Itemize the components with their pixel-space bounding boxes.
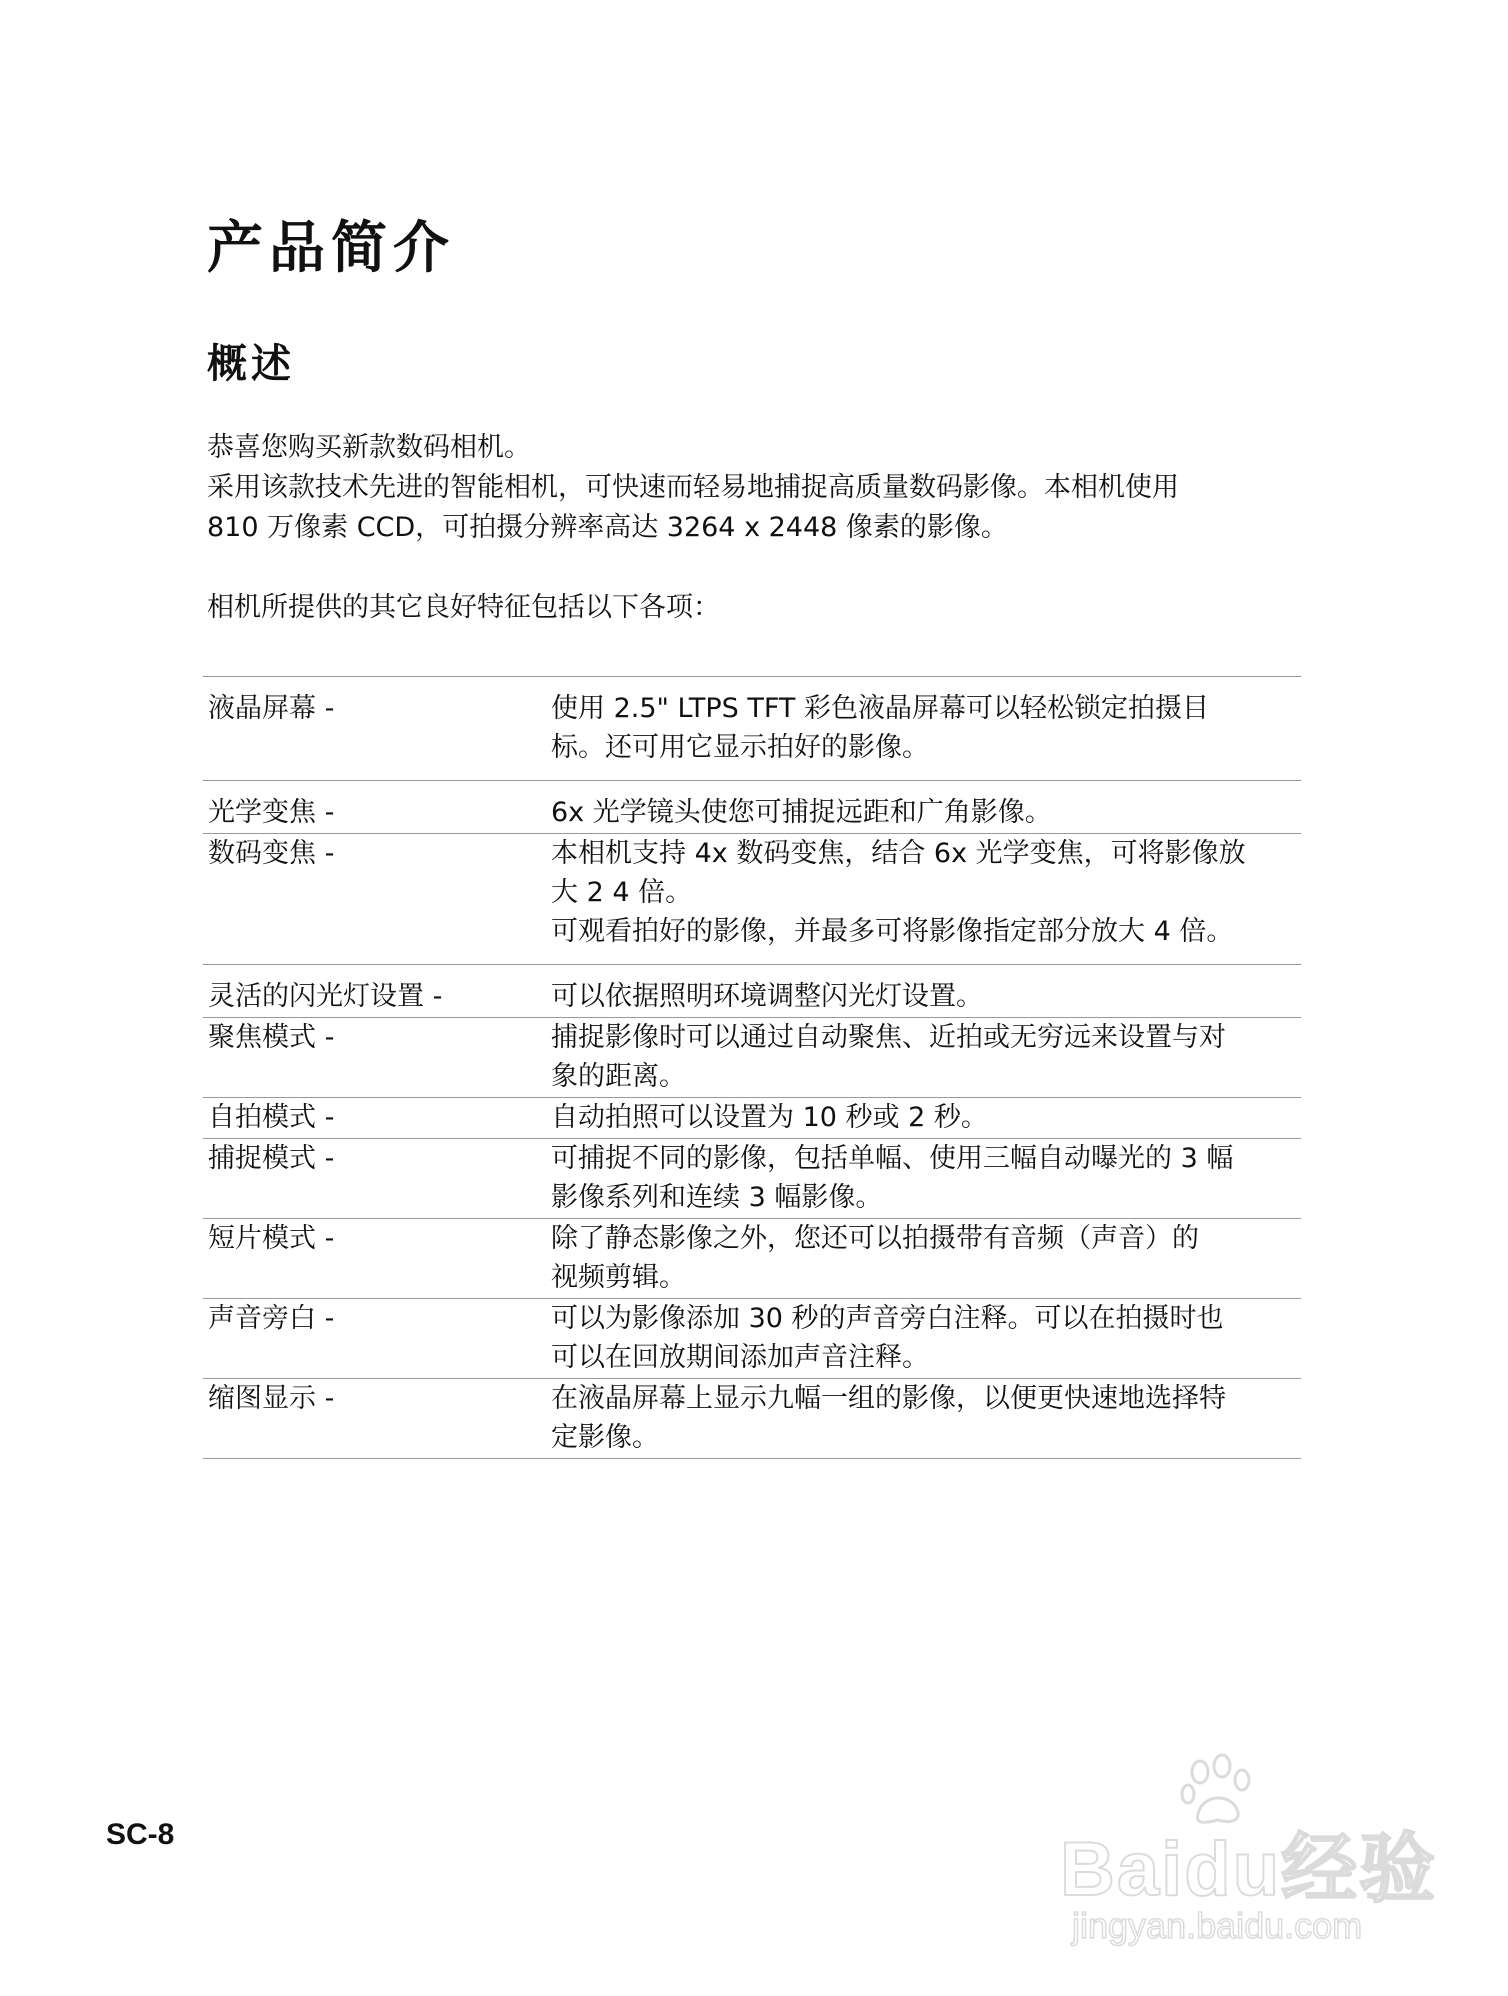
feature-desc: 6x 光学镜头使您可捕捉远距和广角影像。 — [551, 793, 1301, 834]
feature-term: 短片模式 - — [203, 1219, 551, 1299]
page-title: 产品简介 — [207, 216, 455, 281]
feature-term: 自拍模式 - — [203, 1098, 551, 1139]
feature-row — [203, 1139, 1301, 1219]
feature-row — [203, 689, 1301, 768]
feature-desc: 可以依据照明环境调整闪光灯设置。 — [551, 977, 1301, 1018]
feature-term: 液晶屏幕 - — [208, 693, 335, 724]
feature-row — [203, 1299, 1301, 1379]
intro-line: 恭喜您购买新款数码相机。 — [207, 432, 531, 463]
feature-desc: 可以为影像添加 30 秒的声音旁白注释。可以在拍摄时也 可以在回放期间添加声音注释。 — [551, 1299, 1301, 1379]
feature-term: 捕捉模式 - — [203, 1139, 551, 1219]
intro-text — [207, 428, 1307, 628]
feature-desc: 自动拍照可以设置为 10 秒或 2 秒。 — [551, 1098, 1301, 1139]
feature-row — [203, 1219, 1301, 1299]
intro-line: 810 万像素 CCD，可拍摄分辨率高达 3264 x 2448 像素的影像。 — [207, 512, 1008, 543]
feature-desc: 可捕捉不同的影像，包括单幅、使用三幅自动曝光的 3 幅 影像系列和连续 3 幅影像。 — [551, 1139, 1301, 1219]
feature-row — [203, 793, 1301, 834]
feature-term: 聚焦模式 - — [203, 1018, 551, 1098]
feature-term: 灵活的闪光灯设置 - — [203, 977, 551, 1018]
feature-row — [203, 1379, 1301, 1459]
section-subtitle: 概述 — [207, 341, 295, 387]
watermark-url: jingyan.baidu.com — [1072, 1905, 1363, 1946]
intro-line: 相机所提供的其它良好特征包括以下各项： — [207, 592, 720, 623]
intro-line: 采用该款技术先进的智能相机，可快速而轻易地捕捉高质量数码影像。本相机使用 — [207, 472, 1179, 503]
feature-row — [203, 1098, 1301, 1139]
feature-desc: 除了静态影像之外，您还可以拍摄带有音频（声音）的 视频剪辑。 — [551, 1219, 1301, 1299]
page-number: SC-8 — [106, 1818, 175, 1851]
baidu-watermark — [1060, 1750, 1440, 1950]
feature-term: 声音旁白 - — [203, 1299, 551, 1379]
feature-desc: 使用 2.5" LTPS TFT 彩色液晶屏幕可以轻松锁定拍摄目 标。还可用它显示拍好的影像。 — [551, 693, 1209, 763]
feature-term: 光学变焦 - — [203, 793, 551, 834]
feature-row — [203, 1018, 1301, 1098]
feature-row — [203, 834, 1301, 953]
feature-desc: 捕捉影像时可以通过自动聚焦、近拍或无穷远来设置与对 象的距离。 — [551, 1018, 1301, 1098]
feature-term: 缩图显示 - — [203, 1379, 551, 1459]
feature-row — [203, 977, 1301, 1018]
watermark-logo: Baidu经验 — [1060, 1827, 1438, 1912]
feature-desc: 本相机支持 4x 数码变焦，结合 6x 光学变焦，可将影像放 大 2 4 倍。 可观看拍好的影像，并最多可将影像指定部分放大 4 倍。 — [551, 838, 1246, 947]
feature-desc: 在液晶屏幕上显示九幅一组的影像，以便更快速地选择特 定影像。 — [551, 1379, 1301, 1459]
features-table — [203, 676, 1301, 1459]
feature-term: 数码变焦 - — [208, 838, 335, 869]
